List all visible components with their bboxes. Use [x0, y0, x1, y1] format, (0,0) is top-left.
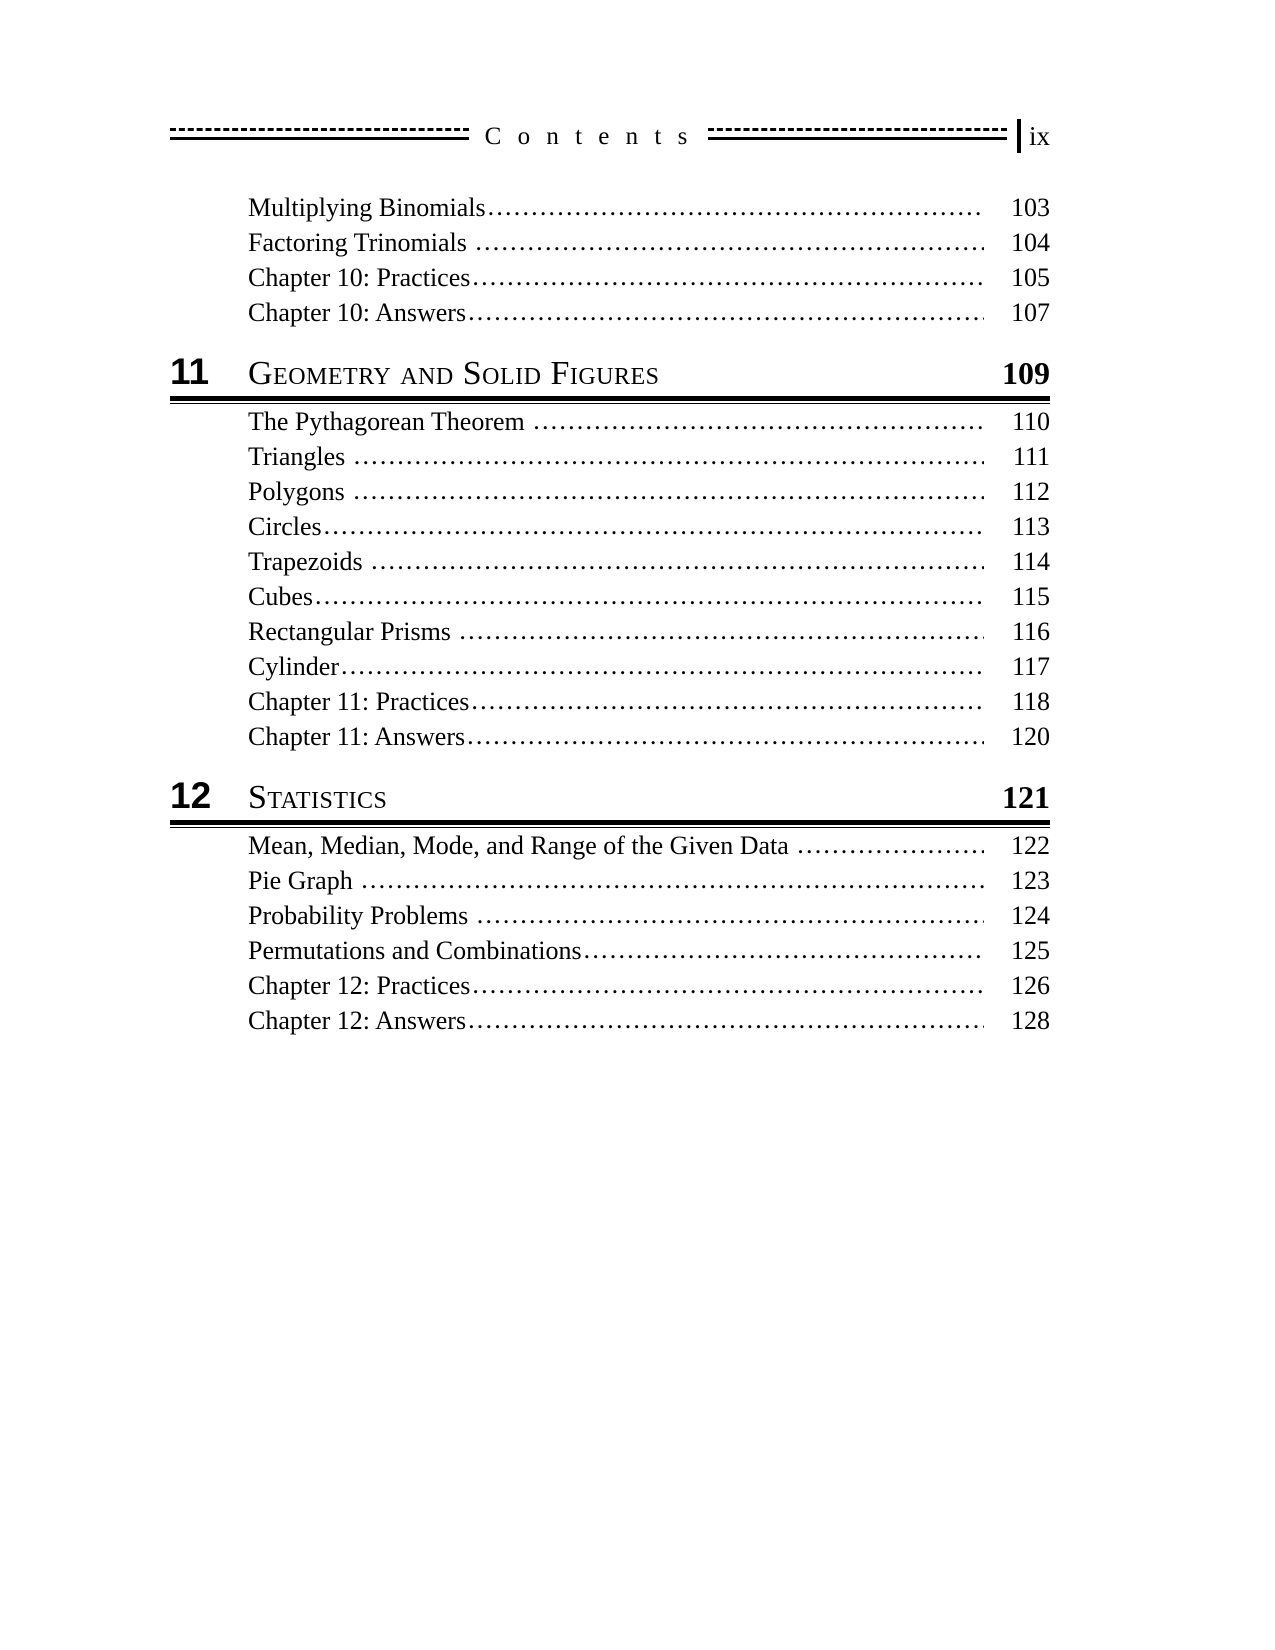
- toc-entry[interactable]: [170, 684, 1050, 719]
- dot-leader: [584, 932, 984, 967]
- dot-leader: [371, 543, 984, 578]
- toc-entry-page-number: 120: [1011, 722, 1050, 751]
- toc-entry-page-number: 124: [1011, 901, 1050, 930]
- toc-entry[interactable]: [170, 439, 1050, 474]
- toc-entry-page-number: 105: [1011, 263, 1050, 292]
- toc-entry[interactable]: [170, 898, 1050, 933]
- toc-entry-title: Chapter 10: Answers: [248, 298, 467, 327]
- chapter-list: [170, 352, 1050, 1038]
- toc-entry[interactable]: [170, 509, 1050, 544]
- toc-entry[interactable]: [170, 968, 1050, 1003]
- header-title: C o n t e n t s: [484, 122, 693, 150]
- toc-entry-title: Cubes: [248, 582, 313, 611]
- toc-entry-title: Probability Problems: [248, 901, 469, 930]
- toc-entry-title: Multiplying Binomials: [248, 193, 486, 222]
- dot-leader: [797, 827, 984, 862]
- toc-entry-page-number: 111: [1012, 442, 1050, 471]
- chapter-page-number: 109: [1002, 355, 1050, 391]
- toc-entry[interactable]: [170, 544, 1050, 579]
- toc-entry[interactable]: [170, 404, 1050, 439]
- dot-leader: [488, 189, 984, 224]
- page-folio: [1017, 119, 1050, 153]
- toc-entry-title: The Pythagorean Theorem: [248, 407, 525, 436]
- header-rule-right: [708, 128, 1007, 144]
- toc-entry-title: Chapter 12: Practices: [248, 971, 471, 1000]
- toc-entry-page-number: 125: [1011, 936, 1050, 965]
- dot-leader: [472, 967, 984, 1002]
- header-rule-left: [170, 128, 469, 144]
- toc-entry[interactable]: [170, 579, 1050, 614]
- chapter-number: 12: [170, 775, 212, 816]
- toc-entry[interactable]: [170, 295, 1050, 330]
- dot-leader: [324, 508, 984, 543]
- toc-entry-title: Chapter 11: Practices: [248, 687, 470, 716]
- chapter-page-number: 121: [1002, 779, 1050, 815]
- toc-entry-title: Permutations and Combinations: [248, 936, 582, 965]
- toc-entry[interactable]: [170, 828, 1050, 863]
- dot-leader: [341, 648, 984, 683]
- toc-entry[interactable]: [170, 225, 1050, 260]
- toc-entry-page-number: 107: [1011, 298, 1050, 327]
- toc-entry[interactable]: [170, 1003, 1050, 1038]
- toc-entry-page-number: 104: [1011, 228, 1050, 257]
- dot-leader: [467, 718, 984, 753]
- toc-entry[interactable]: [170, 863, 1050, 898]
- toc-entry-title: Triangles: [248, 442, 346, 471]
- dot-leader: [459, 613, 984, 648]
- dot-leader: [353, 473, 984, 508]
- toc-entry[interactable]: [170, 719, 1050, 754]
- dot-leader: [315, 578, 984, 613]
- toc-entry[interactable]: [170, 933, 1050, 968]
- toc-entry-title: Polygons: [248, 477, 345, 506]
- toc-entry-title: Chapter 12: Answers: [248, 1006, 467, 1035]
- dot-leader: [468, 1002, 984, 1037]
- toc-entry-page-number: 123: [1011, 866, 1050, 895]
- toc-entry-title: Pie Graph: [248, 866, 353, 895]
- toc-entry[interactable]: [170, 614, 1050, 649]
- toc-chapter: [170, 352, 1050, 754]
- toc-entry-page-number: 128: [1011, 1006, 1050, 1035]
- toc-entry[interactable]: [170, 649, 1050, 684]
- toc-entry-page-number: 103: [1011, 193, 1050, 222]
- folio-divider-bar: [1017, 119, 1021, 153]
- toc-entry-title: Circles: [248, 512, 322, 541]
- chapter-number: 11: [170, 351, 210, 392]
- toc-entry-title: Chapter 10: Practices: [248, 263, 471, 292]
- toc-entry-title: Trapezoids: [248, 547, 363, 576]
- dot-leader: [471, 683, 984, 718]
- dot-leader: [361, 862, 984, 897]
- toc-entry-page-number: 115: [1011, 582, 1050, 611]
- toc-entry-title: Factoring Trinomials: [248, 228, 467, 257]
- folio-number: ix: [1029, 120, 1051, 151]
- toc-entry-title: Rectangular Prisms: [248, 617, 451, 646]
- toc-entry-page-number: 112: [1011, 477, 1050, 506]
- toc-entry-page-number: 118: [1011, 687, 1050, 716]
- leading-entry-list: [170, 190, 1050, 330]
- running-header: [170, 112, 1050, 160]
- header-rule-dashed-right: [708, 128, 1007, 131]
- table-of-contents: [170, 190, 1050, 1042]
- toc-entry-page-number: 122: [1011, 831, 1050, 860]
- dot-leader: [533, 403, 984, 438]
- chapter-title: Statistics: [248, 779, 388, 816]
- chapter-title: Geometry and Solid Figures: [248, 355, 660, 392]
- dot-leader: [472, 259, 984, 294]
- toc-entry-page-number: 116: [1011, 617, 1050, 646]
- header-rule-dashed-left: [170, 128, 469, 131]
- dot-leader: [354, 438, 984, 473]
- toc-entry[interactable]: [170, 190, 1050, 225]
- toc-entry[interactable]: [170, 260, 1050, 295]
- chapter-heading[interactable]: [170, 352, 1050, 394]
- toc-entry-page-number: 110: [1011, 407, 1050, 436]
- dot-leader: [475, 224, 984, 259]
- dot-leader: [477, 897, 984, 932]
- toc-entry-title: Cylinder: [248, 652, 339, 681]
- chapter-heading[interactable]: [170, 776, 1050, 818]
- toc-entry[interactable]: [170, 474, 1050, 509]
- header-rule-solid-left: [170, 137, 469, 140]
- toc-entry-title: Chapter 11: Answers: [248, 722, 466, 751]
- toc-entry-page-number: 117: [1011, 652, 1050, 681]
- header-rule-solid-right: [708, 137, 1007, 140]
- toc-chapter: [170, 776, 1050, 1038]
- toc-entry-page-number: 126: [1011, 971, 1050, 1000]
- toc-entry-title: Mean, Median, Mode, and Range of the Given Data: [248, 831, 789, 860]
- toc-entry-page-number: 114: [1011, 547, 1050, 576]
- dot-leader: [468, 294, 984, 329]
- toc-entry-page-number: 113: [1011, 512, 1050, 541]
